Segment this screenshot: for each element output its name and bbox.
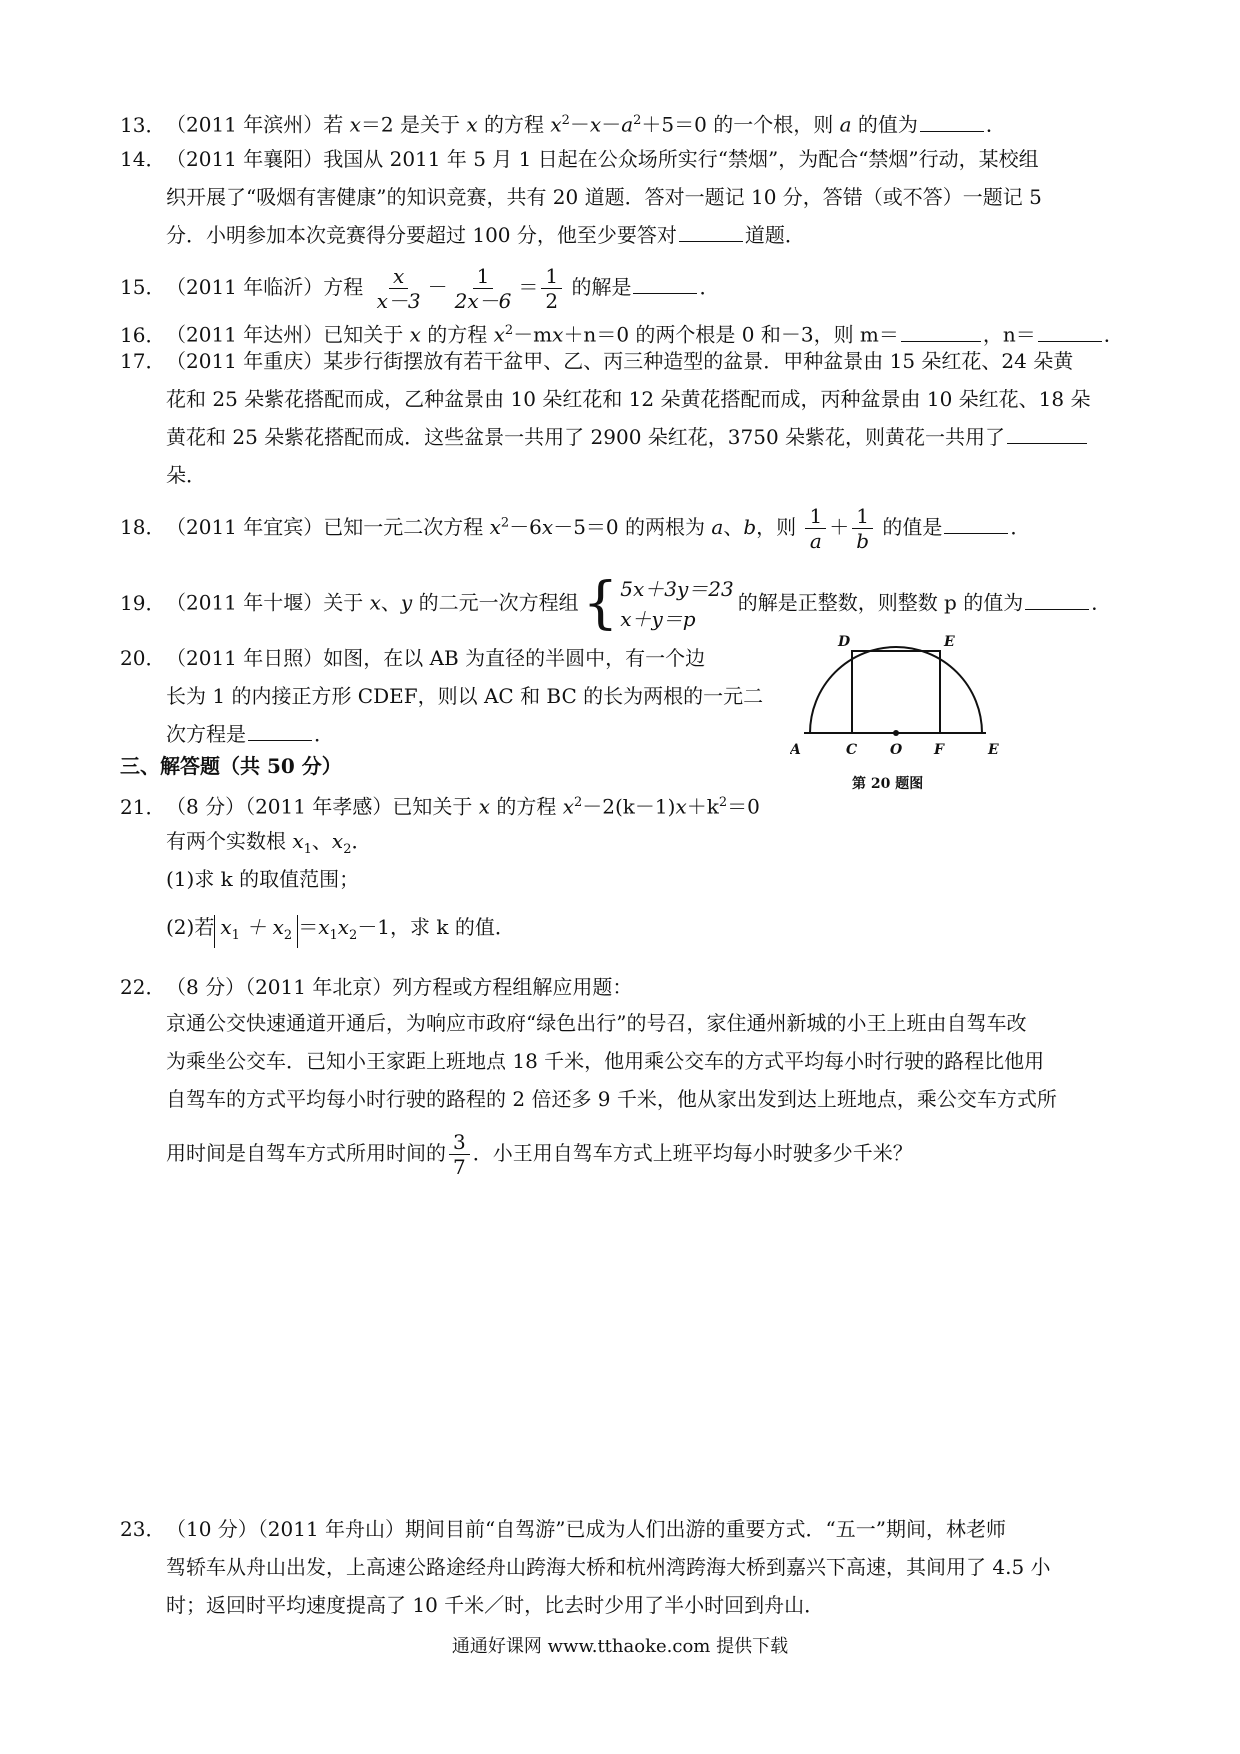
equation-1: 5x＋3y＝23 — [620, 577, 734, 601]
question-number: 22． — [120, 975, 166, 999]
q21-text: ＝ — [298, 915, 319, 939]
answer-blank — [679, 221, 743, 242]
q16-text: （2011 年达州）已知关于 — [166, 322, 410, 347]
q13-text: （2011 年滨州）若 — [166, 112, 350, 137]
q23-line: 时；返回时平均速度提高了 10 千米／时，比去时少用了半小时回到舟山． — [166, 1593, 825, 1617]
answer-blank — [1038, 321, 1102, 342]
fraction — [541, 264, 562, 313]
denominator: b — [856, 529, 870, 553]
answer-blank — [901, 321, 981, 342]
exponent: 2 — [718, 795, 728, 810]
exponent: 2 — [500, 515, 510, 531]
section-heading: 三、解答题（共 50 分） — [120, 754, 342, 778]
operator: － — [427, 275, 448, 299]
denominator: a — [809, 529, 822, 553]
denominator: 2 — [545, 289, 559, 313]
question-21 — [120, 784, 1110, 826]
q20-text: 次方程是 — [166, 722, 246, 746]
left-brace: { — [582, 571, 619, 636]
var-x: x — [292, 829, 304, 853]
q16-text: ，n＝ — [982, 322, 1036, 347]
numerator: 3 — [449, 1130, 470, 1155]
operator: ＝ — [518, 275, 539, 299]
exponent: 2 — [573, 795, 583, 810]
q21-text: 的方程 — [489, 794, 563, 819]
question-number: 17． — [120, 349, 166, 373]
q13-text: － — [601, 112, 622, 137]
question-number: 18． — [120, 515, 166, 539]
subscript: 1 — [329, 928, 338, 943]
question-14 — [120, 140, 1110, 178]
q21-text: (2)若 — [166, 915, 215, 939]
question-23 — [120, 1510, 1110, 1548]
q18-text: ． — [1010, 515, 1031, 539]
var-x: x — [318, 915, 330, 939]
label-a: A — [790, 742, 801, 758]
q18-text: 、 — [723, 515, 744, 539]
q20-line: （2011 年日照）如图，在以 AB 为直径的半圆中，有一个边 — [166, 646, 706, 670]
var-x: x — [409, 322, 421, 347]
q14-text: 分．小明参加本次竞赛得分要超过 100 分，他至少要答对 — [166, 223, 677, 247]
label-e: E — [944, 634, 955, 650]
var-x: x — [550, 112, 562, 137]
question-17 — [120, 342, 1110, 380]
var-y: y — [400, 590, 413, 615]
question-number: 15． — [120, 275, 166, 299]
q21-text: ＝0 — [727, 794, 760, 819]
q14-line: 织开展了“吸烟有害健康”的知识竞赛，共有 20 道题．答对一题记 10 分，答错（或不答）一题记 5 — [166, 185, 1042, 209]
fraction — [451, 264, 516, 313]
q18-text: 的值是 — [876, 515, 943, 539]
q21-text: －1，求 k 的值． — [357, 915, 515, 939]
q22-line — [166, 1130, 1110, 1179]
q15-text: （2011 年临沂）方程 — [166, 275, 370, 299]
question-number: 13． — [120, 112, 166, 137]
q14-text: 道题． — [744, 223, 805, 247]
q20-text: ． — [314, 722, 334, 746]
label-f: F — [934, 742, 944, 758]
q14-line: （2011 年襄阳）我国从 2011 年 5 月 1 日起在公众场所实行“禁烟”，为配合“禁烟”行动，某校组 — [166, 147, 1039, 171]
q20-line: 长为 1 的内接正方形 CDEF，则以 AC 和 BC 的长为两根的一元二 — [166, 684, 764, 708]
q18-text: －6 — [509, 515, 542, 539]
fraction — [852, 504, 873, 553]
var-x: x — [220, 915, 232, 939]
label-c: C — [846, 742, 858, 758]
q21-text: －2(k－1) — [582, 794, 676, 819]
question-number: 20． — [120, 646, 166, 670]
q13-text: ＋5＝0 的一个根，则 — [641, 112, 840, 137]
exponent: 2 — [633, 113, 642, 128]
var-a: a — [621, 112, 634, 137]
denominator: x－3 — [376, 289, 421, 313]
denominator: 2x－6 — [454, 289, 512, 313]
q22-text: 用时间是自驾车方式所用时间的 — [166, 1141, 446, 1165]
q16-text: ． — [1103, 322, 1124, 347]
q19-text: ． — [1091, 590, 1112, 615]
subscript: 2 — [349, 928, 358, 943]
q13-text: ＝2 是关于 — [360, 112, 467, 137]
q21-part-2 — [166, 908, 1110, 955]
q15-text: 的解是 — [565, 275, 632, 299]
q16-text: 的方程 — [420, 322, 494, 347]
fraction — [449, 1130, 470, 1179]
question-number: 14． — [120, 147, 166, 171]
exponent: 2 — [504, 323, 514, 338]
question-22 — [120, 968, 1110, 1006]
figure-caption: 第 20 题图 — [852, 776, 924, 792]
fraction — [805, 504, 826, 553]
q21-text: ． — [351, 829, 372, 853]
question-13 — [120, 102, 1110, 144]
q13-text: 的值为 — [851, 112, 918, 137]
q14-line — [166, 216, 1110, 254]
numerator: x — [389, 264, 408, 289]
q13-text: 的方程 — [477, 112, 551, 137]
abs-text: ＋ x — [239, 915, 284, 939]
q19-text: 的解是正整数，则整数 p 的值为 — [737, 590, 1024, 615]
numerator: 1 — [541, 264, 562, 289]
question-number: 19． — [120, 590, 166, 615]
q18-text: －5＝0 的两根为 — [553, 515, 712, 539]
var-x: x — [552, 322, 564, 347]
q13-text: － — [569, 112, 590, 137]
q17-line: （2011 年重庆）某步行街摆放有若干盆甲、乙、丙三种造型的盆景．甲种盆景由 15 朵红花、24 朵黄 — [166, 349, 1074, 373]
question-15 — [120, 264, 1110, 313]
answer-blank — [920, 111, 984, 132]
q15-text: ． — [699, 275, 720, 299]
answer-blank — [633, 273, 697, 294]
answer-blank — [944, 513, 1008, 534]
q17-line: 朵． — [166, 463, 206, 487]
var-b: b — [743, 515, 757, 539]
q18-text: ，则 — [756, 515, 803, 539]
center-point — [893, 730, 899, 736]
q16-text: －m — [513, 322, 553, 347]
label-d: D — [838, 634, 851, 650]
var-x: x — [337, 915, 350, 939]
q19-text: 的二元一次方程组 — [412, 590, 579, 615]
equation-2: x＋y＝p — [620, 607, 696, 631]
q21-text: 、 — [311, 829, 332, 853]
subscript: 1 — [231, 928, 240, 943]
equation-system — [582, 571, 734, 636]
var-x: x — [589, 112, 602, 137]
q17-text: 黄花和 25 朵紫花搭配而成．这些盆景一共用了 2900 朵红花，3750 朵紫花，则黄花一共用了 — [166, 425, 1006, 449]
answer-blank — [1007, 423, 1087, 444]
q21-text: ＋k — [686, 794, 719, 819]
q22-line: 为乘坐公交车．已知小王家距上班地点 18 千米，他用乘公交车的方式平均每小时行驶的路程比他用 — [166, 1049, 1045, 1073]
question-number: 21． — [120, 794, 166, 819]
semicircle-arc — [810, 647, 982, 733]
q22-line: 京通公交快速通道开通后，为响应市政府“绿色出行”的号召，家住通州新城的小王上班由自驾车改 — [166, 1011, 1027, 1035]
exponent: 2 — [561, 113, 570, 128]
answer-blank — [1025, 589, 1089, 610]
q16-text: ＋n＝0 的两个根是 0 和－3，则 m＝ — [563, 322, 899, 347]
var-x: x — [562, 794, 574, 819]
q23-line: （10 分）（2011 年舟山）期间目前“自驾游”已成为人们出游的重要方式．“五一”期间，林老师 — [166, 1517, 1006, 1541]
absolute-value — [214, 915, 298, 948]
q22-text: ．小王用自驾车方式上班平均每小时驶多少千米？ — [472, 1141, 913, 1165]
q19-text: （2011 年十堰）关于 — [166, 590, 370, 615]
var-x: x — [466, 112, 478, 137]
numerator: 1 — [852, 504, 873, 529]
var-x: x — [349, 112, 361, 137]
q21-text: 有两个实数根 — [166, 829, 293, 853]
var-a: a — [711, 515, 724, 539]
q18-text: （2011 年宜宾）已知一元二次方程 — [166, 515, 490, 539]
fraction — [373, 264, 425, 313]
question-19 — [120, 571, 1112, 636]
var-x: x — [675, 794, 687, 819]
q17-line — [166, 418, 1110, 456]
q21-text: （8 分）（2011 年孝感）已知关于 — [166, 794, 479, 819]
q22-line: （8 分）（2011 年北京）列方程或方程组解应用题： — [166, 975, 633, 999]
var-x: x — [489, 515, 501, 539]
q21-part-1: (1)求 k 的取值范围； — [166, 867, 360, 891]
question-number: 16． — [120, 322, 166, 347]
subscript: 2 — [283, 928, 293, 943]
var-x: x — [478, 794, 490, 819]
inscribed-square — [852, 651, 940, 733]
var-a: a — [839, 112, 852, 137]
var-x: x — [369, 590, 381, 615]
subscript: 1 — [303, 842, 312, 857]
page-footer: 通通好课网 www.tthaoke.com 提供下载 — [451, 1636, 789, 1657]
numerator: 1 — [805, 504, 826, 529]
q22-line: 自驾车的方式平均每小时行驶的路程的 2 倍还多 9 千米，他从家出发到达上班地点，乘公交车方式所 — [166, 1087, 1057, 1111]
q19-text: 、 — [380, 590, 401, 615]
var-x: x — [493, 322, 505, 347]
q13-text: ． — [985, 112, 1006, 137]
q23-line: 驾轿车从舟山出发，上高速公路途经舟山跨海大桥和杭州湾跨海大桥到嘉兴下高速，其间用了 4.5 小 — [166, 1555, 1051, 1579]
var-x: x — [541, 515, 554, 539]
numerator: 1 — [473, 264, 494, 289]
subscript: 2 — [343, 842, 352, 857]
var-x: x — [331, 829, 344, 853]
answer-blank — [248, 720, 312, 741]
operator: ＋ — [829, 515, 850, 539]
question-number: 23． — [120, 1517, 166, 1541]
equations — [620, 574, 733, 634]
denominator: 7 — [453, 1155, 466, 1179]
q17-line: 花和 25 朵紫花搭配而成，乙种盆景由 10 朵红花和 12 朵黄花搭配而成，丙种盆景由 10 朵红花、18 朵 — [166, 387, 1091, 411]
label-b: E — [988, 742, 999, 758]
question-18 — [120, 504, 1110, 553]
label-o: O — [890, 742, 903, 758]
